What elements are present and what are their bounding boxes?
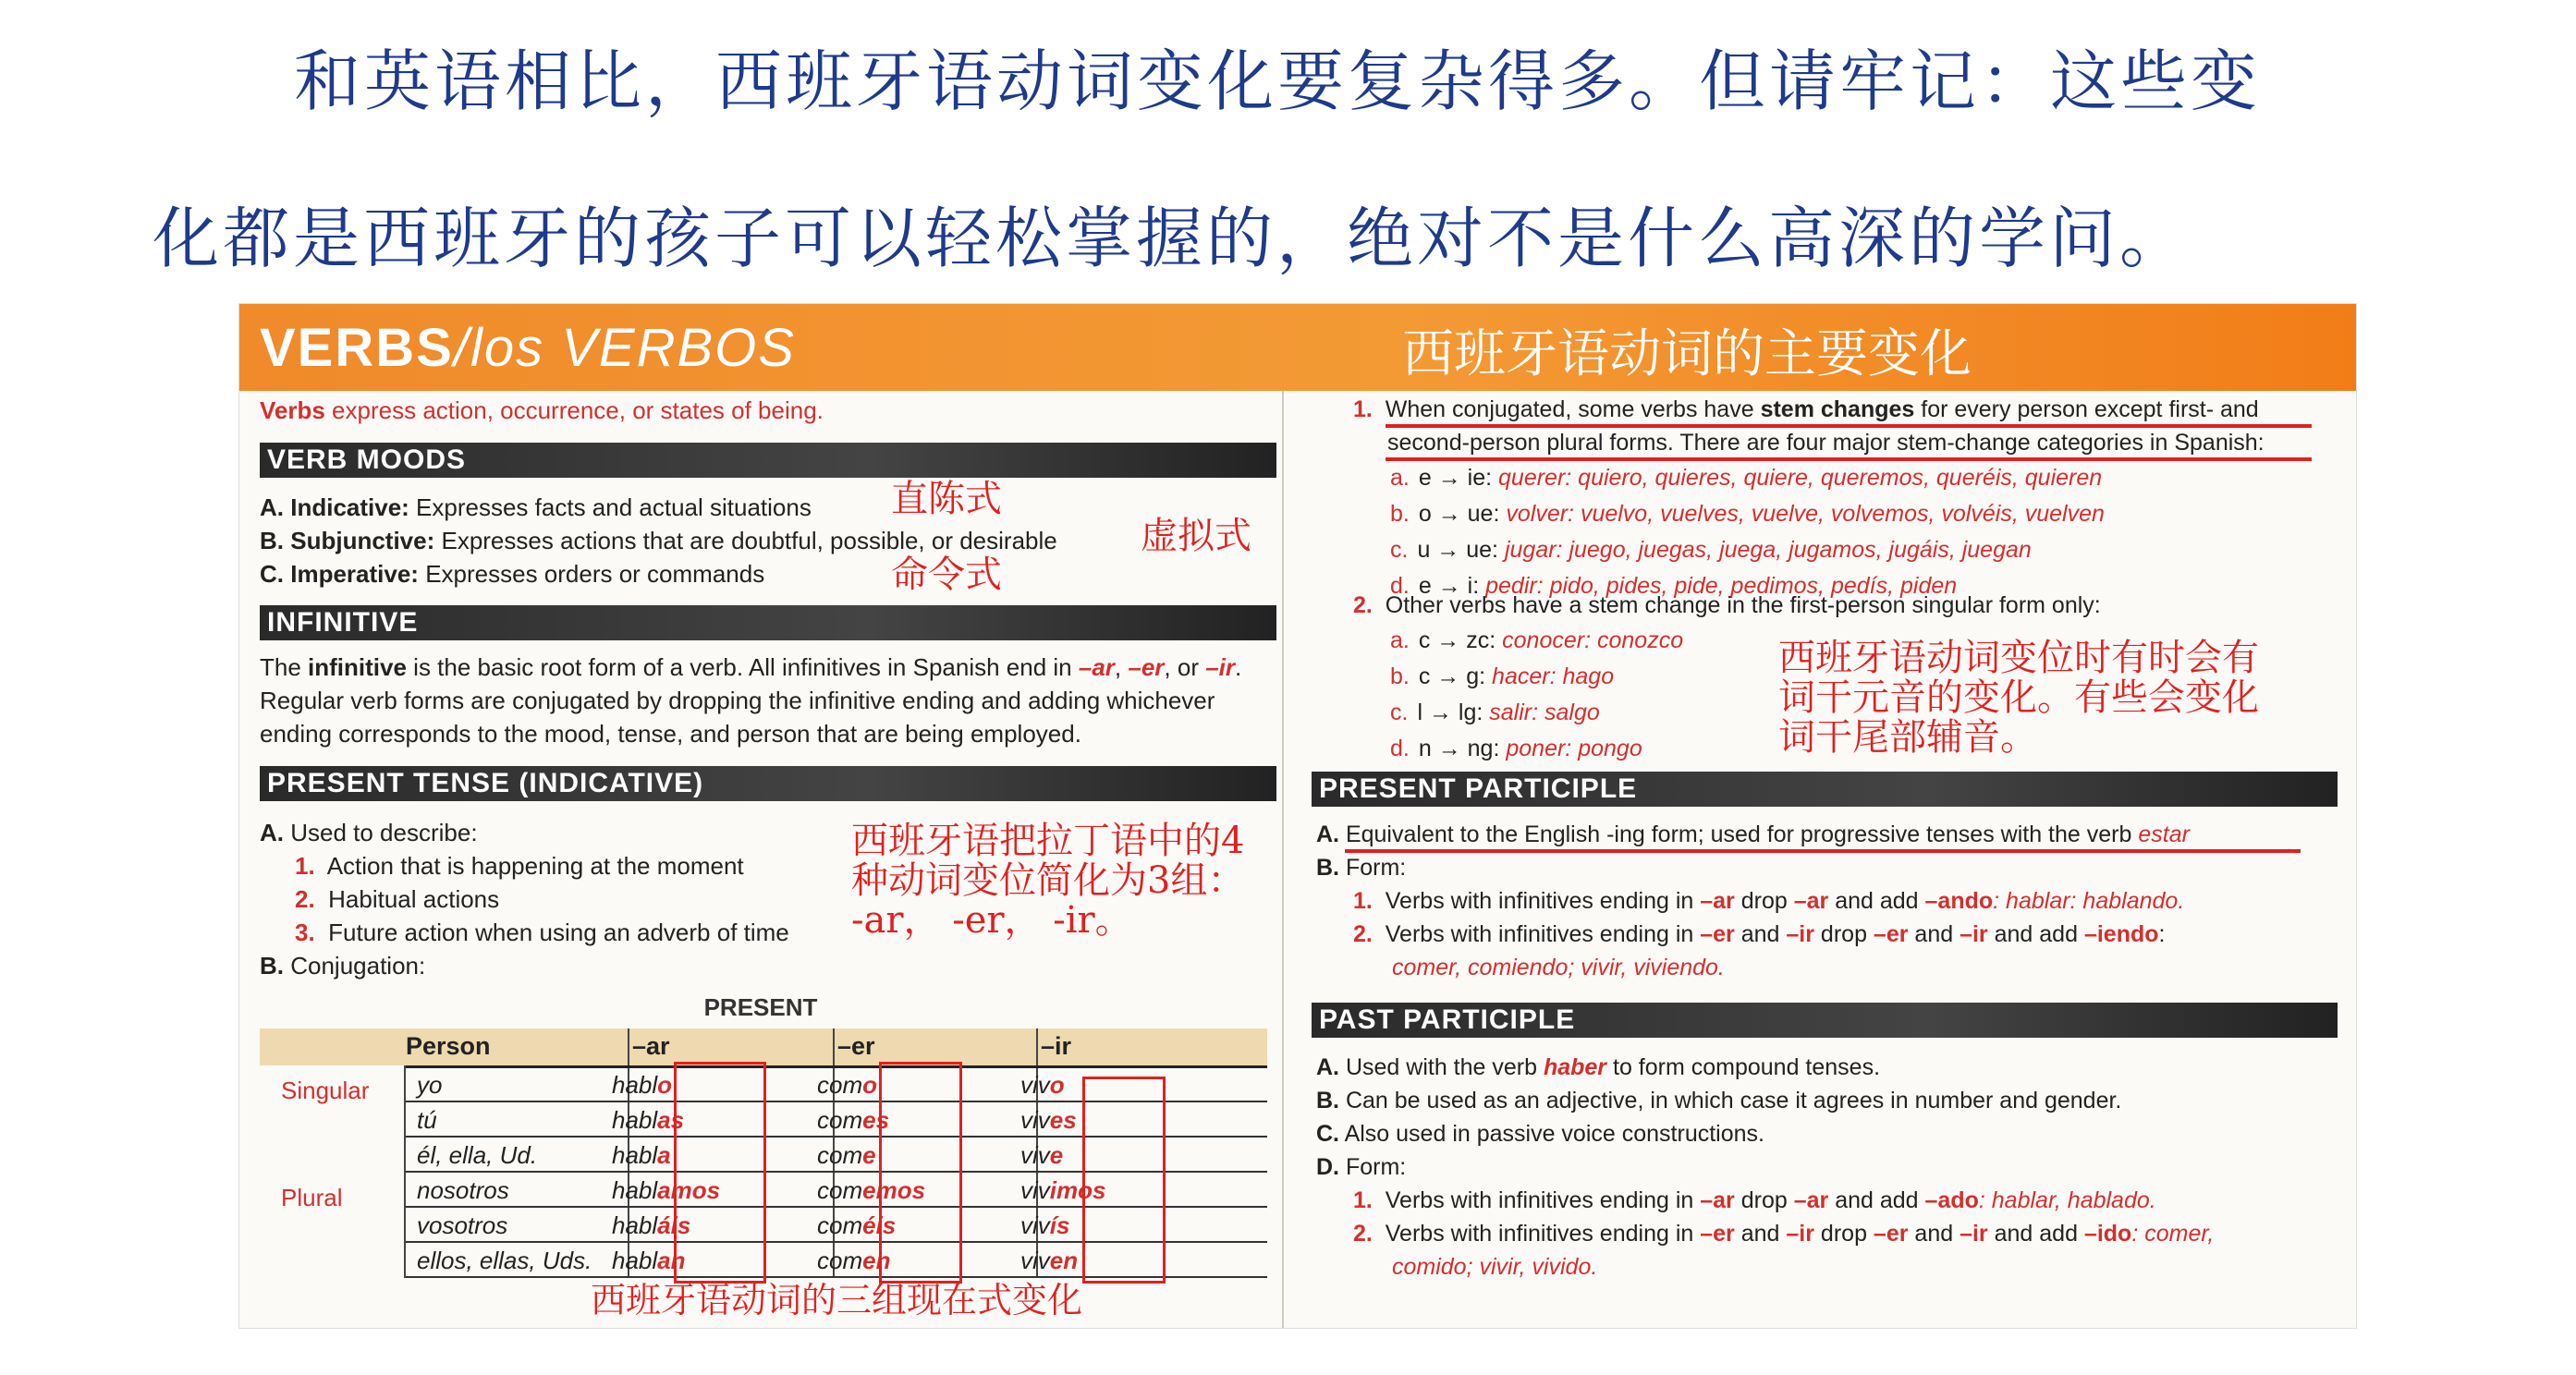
pap-d-text: Form:: [1345, 1154, 1407, 1180]
stem-item-rule: u → ue:: [1417, 537, 1499, 563]
stem-change-item: [1390, 501, 2105, 528]
pp-i2-g: :: [2158, 921, 2166, 947]
ann-stem-l3: 词干尾部辅音。: [1778, 716, 2037, 760]
past-participle-d: [1316, 1154, 1406, 1181]
verb-ending: a: [657, 1141, 671, 1169]
title-english: VERBS: [260, 318, 454, 378]
pp-i1-e: –ar: [1700, 888, 1735, 914]
cell-ar: [612, 1141, 671, 1170]
verb-ending: as: [657, 1106, 685, 1134]
present-participle-rule-2: [1353, 921, 2165, 948]
verb-ending: o: [1049, 1071, 1065, 1099]
pap-i2-e5: –ido: [2083, 1221, 2132, 1247]
verb-ending: en: [862, 1247, 891, 1274]
stem-item-letter: c.: [1390, 537, 1409, 563]
verb-stem: él, ella, Ud.: [417, 1141, 538, 1169]
pap-b-text: Can be used as an adjective, in which case it agrees in number and gender.: [1345, 1088, 2122, 1113]
stem-n2: 2.: [1353, 592, 1373, 618]
pt-n3: 3.: [295, 919, 315, 946]
inf-l1-b: is the basic root form of a verb. All infinitives in Spanish end in: [406, 653, 1079, 681]
pp-i1-c: and add: [1828, 888, 1925, 914]
verb-stem: ellos, ellas, Uds.: [417, 1247, 592, 1274]
highlight-ir-endings: [1082, 1077, 1166, 1284]
ann-groups-l2: 种动词变位简化为3组：: [851, 859, 1245, 903]
verb-ending: áis: [657, 1211, 691, 1239]
pap-i2-f: and add: [1987, 1221, 2084, 1247]
verb-ending: ís: [1049, 1211, 1070, 1239]
verb-ending: amos: [657, 1176, 721, 1204]
pap-i2-c: drop: [1813, 1221, 1874, 1247]
pap-i2-e4: –ir: [1959, 1221, 1988, 1247]
verb-ending: e: [862, 1141, 876, 1169]
pap-i1-b: drop: [1734, 1187, 1794, 1213]
inf-ending-er: –er: [1128, 653, 1165, 681]
pap-c-letter: C.: [1316, 1121, 1339, 1147]
cell-ir: [1020, 1247, 1078, 1275]
group-plural: Plural: [281, 1184, 343, 1211]
stem-item-letter: c.: [1390, 700, 1409, 725]
pt-n2: 2.: [295, 885, 315, 913]
past-participle-rule-2: [1353, 1221, 2214, 1247]
cell-er: [817, 1071, 877, 1100]
intro-rest: express action, occurrence, or states of being.: [324, 396, 824, 424]
verb-stem: habl: [612, 1071, 658, 1099]
verb-stem: viv: [1020, 1211, 1050, 1239]
cell-person: [417, 1141, 537, 1170]
intro-text: [260, 396, 824, 425]
pap-n2: 2.: [1353, 1221, 1373, 1247]
pp-i2-a: Verbs with infinitives ending in: [1385, 921, 1701, 947]
stem-item-letter: b.: [1390, 501, 1410, 527]
pap-i2-a: Verbs with infinitives ending in: [1385, 1221, 1701, 1247]
pp-i2-e4: –ir: [1959, 921, 1988, 947]
verb-moods-bar: VERB MOODS: [260, 443, 1276, 478]
th-ir: –ir: [1041, 1032, 1072, 1060]
stem-item-rule: o → ue:: [1418, 501, 1500, 527]
pap-d-letter: D.: [1316, 1154, 1339, 1180]
present-use-2: [295, 885, 499, 914]
ann-stem-l2: 词干元音的变化。有些会变化: [1778, 676, 2259, 720]
pap-a-es: haber: [1543, 1054, 1607, 1080]
mood-a-term: Indicative:: [290, 493, 409, 521]
verb-stem: habl: [612, 1247, 658, 1274]
stem-item-rule: c → zc:: [1418, 627, 1496, 653]
underline-stem-2: [1386, 457, 2312, 461]
stem-item-ex: hacer: hago: [1485, 663, 1615, 689]
pp-n2: 2.: [1353, 921, 1373, 947]
stem-item-ex: volver: vuelvo, vuelves, vuelve, volvemos, volvéis, vuelven: [1499, 501, 2105, 527]
verb-ending: imos: [1049, 1176, 1106, 1204]
mood-c-text: Expresses orders or commands: [418, 560, 765, 588]
annotation-verb-groups: [851, 821, 1244, 942]
verb-ending: éis: [862, 1211, 897, 1239]
present-participle-rule-2-examples: comer, comiendo; vivir, viviendo.: [1392, 955, 1725, 980]
stem-change-item: [1390, 700, 1600, 726]
annotation-imperative: 命令式: [891, 554, 1002, 596]
th-ar: –ar: [632, 1032, 670, 1060]
pap-c-text: Also used in passive voice constructions.: [1344, 1121, 1764, 1147]
present-participle-bar: PRESENT PARTICIPLE: [1312, 772, 2338, 807]
stem-l1-b: stem changes: [1760, 396, 1915, 422]
stem-change-item: [1390, 736, 1642, 762]
page-title-line-1: 和英语相比，西班牙语动词变化要复杂得多。但请牢记：这些变: [294, 43, 2262, 120]
th-person: Person: [406, 1032, 491, 1060]
past-participle-rule-2-examples: comido; vivir, vivido.: [1392, 1254, 1598, 1280]
stem-change-item: [1390, 663, 1614, 690]
table-title: PRESENT: [703, 993, 818, 1021]
underline-stem-1: [1386, 424, 2312, 428]
verb-stem: com: [817, 1106, 863, 1134]
pap-a-letter: A.: [1316, 1054, 1339, 1080]
verb-stem: viv: [1020, 1141, 1050, 1169]
pp-a-text: Equivalent to the English -ing form; used for progressive tenses with the verb: [1345, 821, 2139, 847]
cell-person: [417, 1176, 509, 1205]
pp-b-text: Form:: [1345, 855, 1407, 881]
verb-stem: viv: [1020, 1071, 1050, 1099]
infinitive-line-3: ending corresponds to the mood, tense, and person that are being employed.: [260, 720, 1081, 748]
pap-i2-d: and: [1908, 1221, 1960, 1247]
verb-stem: vosotros: [417, 1211, 508, 1239]
present-participle-a: [1316, 821, 2190, 848]
past-participle-rule-1: [1353, 1187, 2156, 1214]
infinitive-line-2: Regular verb forms are conjugated by dropping the infinitive ending and adding whichever: [260, 687, 1215, 714]
pp-i2-b: and: [1734, 921, 1787, 947]
present-use-1: [295, 852, 744, 881]
verb-stem: viv: [1020, 1106, 1050, 1134]
mood-a-text: Expresses facts and actual situations: [409, 493, 812, 521]
present-use-3: [295, 919, 789, 947]
past-participle-b: [1316, 1088, 2121, 1114]
infinitive-bar: INFINITIVE: [260, 605, 1276, 640]
pp-i1-a: Verbs with infinitives ending in: [1385, 888, 1701, 914]
present-used-to-describe: [260, 819, 478, 847]
stem-item-ex: conocer: conozco: [1496, 627, 1684, 653]
verb-stem: habl: [612, 1141, 658, 1169]
pp-i2-e5: –iendo: [2083, 921, 2159, 947]
pp-i1-b: drop: [1734, 888, 1794, 914]
pap-a-text2: to form compound tenses.: [1606, 1054, 1881, 1080]
inf-dot: .: [1235, 653, 1242, 681]
pt-i2: Habitual actions: [328, 885, 500, 913]
cell-person: [417, 1071, 442, 1100]
cell-person: [417, 1247, 592, 1275]
cell-ir: [1020, 1141, 1063, 1170]
verb-stem: tú: [417, 1106, 437, 1134]
inf-ending-ir: –ir: [1205, 653, 1236, 681]
page-title-line-2: 化都是西班牙的孩子可以轻松掌握的，绝对不是什么高深的学问。: [153, 200, 2191, 277]
stem-change-item: [1390, 627, 1683, 654]
pap-b-letter: B.: [1316, 1088, 1339, 1113]
cell-ar: [612, 1071, 672, 1100]
mood-subjunctive: [260, 527, 1057, 555]
pap-n1: 1.: [1353, 1187, 1373, 1213]
card-title: [260, 317, 796, 379]
present-participle-rule-1: [1353, 888, 2184, 915]
pap-i1-a: Verbs with infinitives ending in: [1385, 1187, 1701, 1213]
pap-i2-e3: –er: [1873, 1221, 1909, 1247]
stem-item-letter: d.: [1390, 573, 1410, 599]
present-tense-bar: PRESENT TENSE (INDICATIVE): [260, 766, 1276, 801]
stem-item-letter: b.: [1390, 663, 1410, 689]
mood-c-term: Imperative:: [290, 560, 419, 588]
stem-item-rule: e → i:: [1418, 573, 1480, 599]
mood-c-letter: C.: [260, 560, 284, 588]
stem-item-rule: c → g:: [1418, 663, 1486, 689]
pp-i2-e3: –er: [1873, 921, 1909, 947]
annotation-indicative: 直陈式: [891, 478, 1002, 520]
mood-b-term: Subjunctive:: [290, 527, 435, 554]
pt-b-text: Conjugation:: [290, 952, 426, 980]
pp-i1-e3: –ando: [1924, 888, 1994, 914]
pt-a-text: Used to describe:: [290, 819, 478, 846]
stem-item-ex: salir: salgo: [1483, 700, 1600, 725]
verb-ending: o: [862, 1071, 878, 1099]
annotation-subjunctive: 虚拟式: [1141, 515, 1251, 557]
pp-i2-e: –er: [1700, 921, 1735, 947]
verb-ending: o: [657, 1071, 673, 1099]
ann-groups-l3: -ar， -er， -ir。: [851, 899, 1132, 943]
verb-ending: an: [657, 1247, 686, 1274]
stem-change-item: [1390, 537, 2032, 564]
cell-person: [417, 1106, 437, 1135]
verb-ending: en: [1049, 1247, 1079, 1274]
stem-l3: Other verbs have a stem change in the first-person singular form only:: [1385, 592, 2101, 618]
stem-item-ex: pedir: pido, pides, pide, pedimos, pedís, piden: [1479, 573, 1958, 599]
verb-ending: emos: [862, 1176, 926, 1204]
stem-change-line-1: [1353, 396, 2259, 423]
stem-n1: 1.: [1353, 396, 1373, 422]
pt-i3: Future action when using an adverb of time: [328, 919, 789, 946]
stem-l1-c: for every person except first- and: [1914, 396, 2259, 422]
stem-item-ex: querer: quiero, quieres, quiere, queremos, queréis, quieren: [1492, 465, 2103, 491]
verb-stem: habl: [612, 1176, 658, 1204]
cell-ir: [1020, 1071, 1065, 1100]
cell-person: [417, 1211, 507, 1240]
verb-stem: com: [817, 1071, 863, 1099]
inf-ending-ar: –ar: [1078, 653, 1115, 681]
underline-present-participle: [1345, 849, 2301, 853]
verb-stem: yo: [417, 1071, 443, 1099]
past-participle-bar: PAST PARTICIPLE: [1312, 1003, 2338, 1038]
stem-item-letter: d.: [1390, 736, 1410, 761]
pp-a-es: estar: [2138, 821, 2190, 847]
annotation-table-caption: 西班牙语动词的三组现在式变化: [591, 1280, 1083, 1320]
stem-change-first-person: [1353, 592, 2101, 619]
pp-i1-ex: : hablar: hablando.: [1993, 888, 2185, 914]
inf-term: infinitive: [308, 653, 407, 681]
stem-item-ex: jugar: juego, juegas, juega, jugamos, jugáis, juegan: [1498, 537, 2032, 563]
th-er: –er: [837, 1032, 875, 1060]
cell-ir: [1020, 1211, 1069, 1240]
intro-lead: Verbs: [260, 396, 325, 424]
pap-a-text1: Used with the verb: [1345, 1054, 1544, 1080]
verb-stem: habl: [612, 1106, 658, 1134]
title-slash: /: [453, 318, 470, 378]
card-header: [239, 304, 2357, 391]
verb-stem: habl: [612, 1211, 658, 1239]
cell-er: [817, 1141, 876, 1170]
verb-stem: com: [817, 1176, 863, 1204]
title-spanish: los VERBOS: [470, 318, 796, 378]
stem-l1-a: When conjugated, some verbs have: [1385, 396, 1761, 422]
table-header: [260, 1028, 1267, 1065]
ann-stem-l1: 西班牙语动词变位时有时会有: [1778, 637, 2259, 679]
verbs-reference-card: [238, 303, 2357, 1329]
verb-stem: com: [817, 1141, 863, 1169]
mood-b-text: Expresses actions that are doubtful, possible, or desirable: [434, 527, 1057, 554]
pap-i2-b: and: [1734, 1221, 1787, 1247]
group-singular: Singular: [281, 1077, 370, 1104]
pp-i2-f: and add: [1987, 921, 2084, 947]
past-participle-a: [1316, 1054, 1880, 1081]
highlight-ar-endings: [674, 1062, 766, 1284]
stem-item-letter: a.: [1390, 465, 1410, 491]
verb-ending: e: [1049, 1141, 1064, 1169]
mood-b-letter: B.: [260, 527, 284, 554]
pap-i2-g: : comer,: [2131, 1221, 2215, 1247]
verb-stem: com: [817, 1247, 863, 1274]
pp-i2-d: and: [1908, 921, 1960, 947]
pap-i1-e: –ar: [1700, 1187, 1735, 1213]
stem-item-ex: poner: pongo: [1499, 736, 1642, 761]
pap-i1-ex: : hablar, hablado.: [1978, 1187, 2156, 1213]
inf-sep2: , or: [1164, 653, 1206, 681]
pap-i1-e3: –ado: [1924, 1187, 1979, 1213]
pp-b-letter: B.: [1316, 855, 1339, 881]
stem-item-rule: e → ie:: [1418, 465, 1493, 491]
pp-i2-c: drop: [1813, 921, 1874, 947]
stem-change-line-2: second-person plural forms. There are four major stem-change categories in Spanish:: [1387, 430, 2265, 456]
stem-item-rule: n → ng:: [1418, 736, 1500, 761]
pap-i1-e2: –ar: [1793, 1187, 1829, 1213]
pt-n1: 1.: [295, 852, 315, 880]
past-participle-c: [1316, 1121, 1764, 1148]
pt-a-letter: A.: [260, 819, 284, 846]
present-conjugation: [260, 952, 425, 980]
mood-indicative: [260, 493, 812, 522]
verb-ending: es: [1049, 1106, 1077, 1134]
pp-n1: 1.: [1353, 888, 1373, 914]
pap-i2-e2: –ir: [1786, 1221, 1814, 1247]
inf-l1-a: The: [260, 653, 309, 681]
stem-item-letter: a.: [1390, 627, 1410, 653]
mood-a-letter: A.: [260, 493, 284, 521]
pp-a-letter: A.: [1316, 821, 1339, 847]
pap-i1-c: and add: [1828, 1187, 1925, 1213]
infinitive-line-1: [260, 653, 1241, 682]
pap-i2-e: –er: [1700, 1221, 1735, 1247]
cell-ir: [1020, 1106, 1077, 1135]
stem-change-item: [1390, 465, 2102, 492]
present-participle-b: [1316, 855, 1406, 882]
pt-i1: Action that is happening at the moment: [326, 852, 744, 880]
verb-stem: nosotros: [417, 1176, 509, 1204]
ann-groups-l1: 西班牙语把拉丁语中的4: [851, 820, 1245, 862]
header-chinese-caption: 西班牙语动词的主要变化: [1402, 324, 1972, 384]
stem-item-rule: l → lg:: [1417, 700, 1483, 725]
verb-stem: viv: [1020, 1247, 1050, 1274]
verb-stem: viv: [1020, 1176, 1050, 1204]
pt-b-letter: B.: [260, 952, 284, 980]
pp-i1-e2: –ar: [1793, 888, 1829, 914]
annotation-stem-change: [1778, 639, 2259, 759]
verb-stem: com: [817, 1211, 863, 1239]
pp-i2-e2: –ir: [1786, 921, 1814, 947]
highlight-er-endings: [879, 1062, 962, 1284]
mood-imperative: [260, 560, 764, 589]
column-divider: [1282, 391, 1284, 1329]
inf-sep1: ,: [1114, 653, 1129, 681]
verb-ending: es: [862, 1106, 890, 1134]
